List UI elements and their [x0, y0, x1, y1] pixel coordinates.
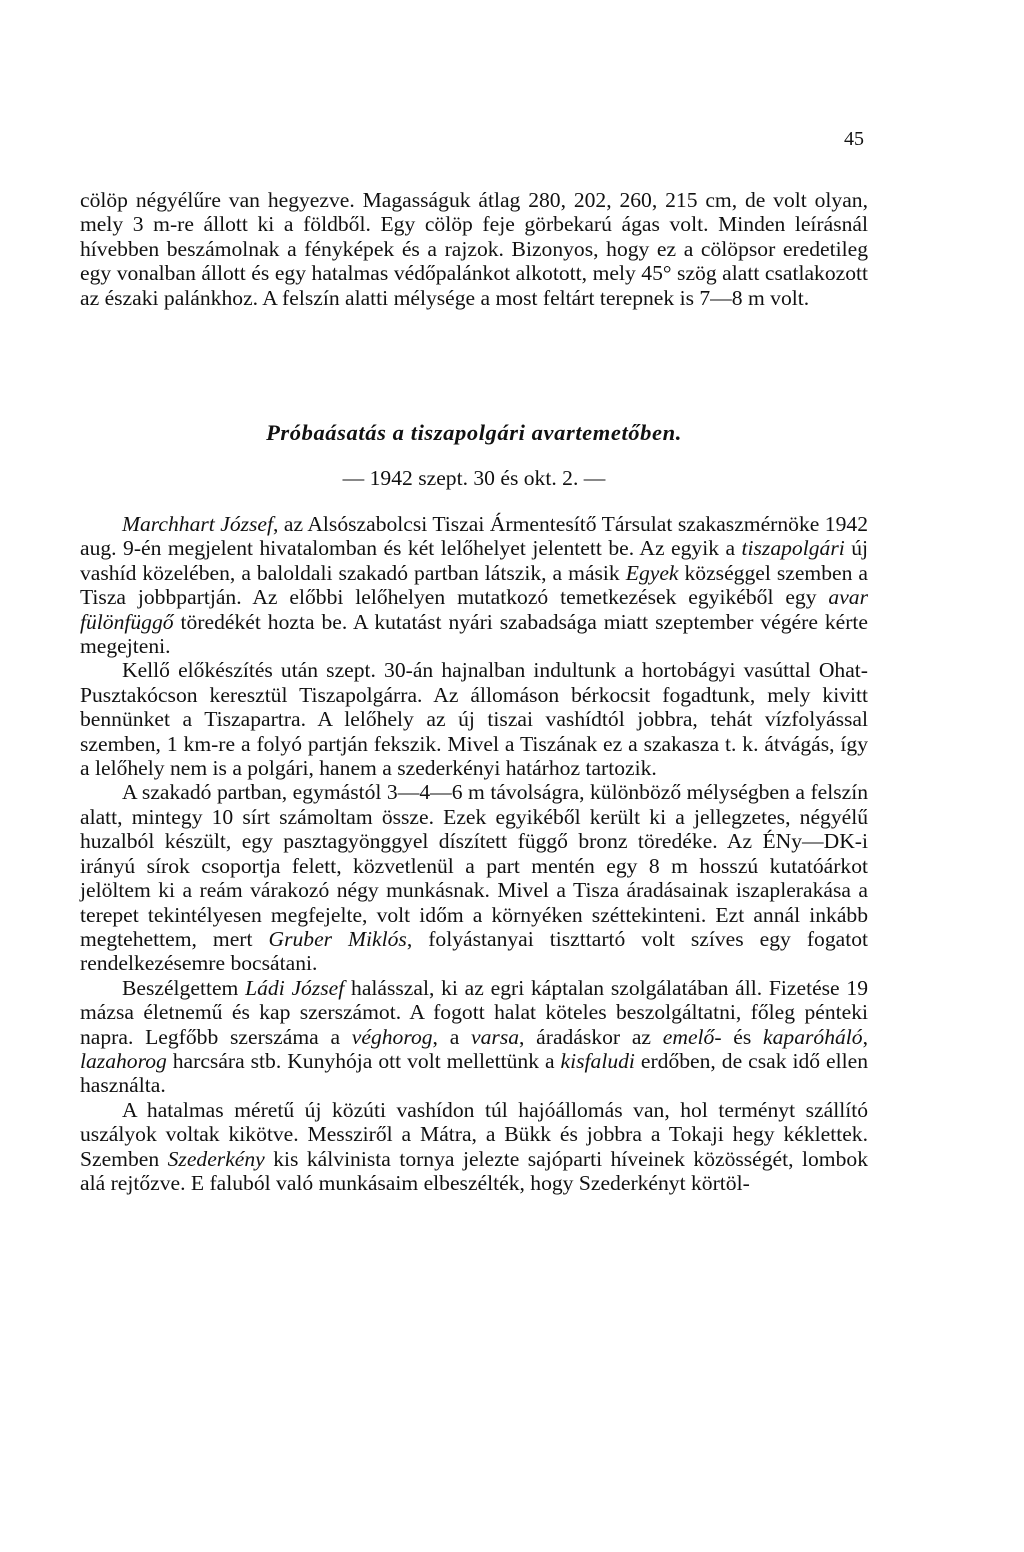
italic-name: avar fülönfüggő [80, 585, 868, 634]
paragraph-text: , [862, 1024, 868, 1049]
italic-name: véghorog [351, 1024, 433, 1049]
italic-name: Ládi József [245, 975, 345, 1000]
page-number: 45 [844, 128, 864, 150]
paragraph-text: A hatalmas méretű új közúti vashídon túl hajóállomás van, hol terményt szállító uszályok voltak kikötve. Messziről a Mátra, a Bükk és jobbra a Tokaji hegy kéklettek. Szemben [80, 1097, 868, 1171]
paragraph-text: kis kálvinista tornya jelezte sajóparti híveinek közösségét, lombok alá rejtőzve. E faluból való munkásaim elbeszélték, hogy Szederkényt körtöl- [80, 1146, 868, 1195]
section-title: Próbaásatás a tiszapolgári avartemetőben. [266, 420, 682, 445]
paragraph-text: , folyástanyai tiszttartó volt szíves egy fogatot rendelkezésemre bocsátani. [80, 926, 869, 976]
paragraph-text: , az Alsószabolcsi Tiszai Ármentesítő Társulat szakaszmérnöke 1942 aug. 9-én megjelent hivatalomban és két lelőhelyet jelentett be. Az egyik a [80, 512, 868, 561]
intro-text-block [80, 188, 868, 310]
paragraph-text: harcsára stb. Kunyhója ott volt mellettünk a [166, 1048, 561, 1073]
italic-name: Marchhart József [122, 512, 274, 536]
italic-name: Gruber Miklós [268, 926, 407, 951]
italic-name: varsa [471, 1024, 520, 1049]
italic-name: kisfaludi [560, 1048, 635, 1073]
paragraph-text: és [721, 1024, 764, 1049]
paragraph-text: töredékét hozta be. A kutatást nyári szabadsága miatt szeptember végére kérte megejteni. [80, 609, 868, 659]
paragraph-text: , áradáskor az [519, 1024, 663, 1049]
section-date: — 1942 szept. 30 és okt. 2. — [342, 466, 606, 490]
paragraph-text: Kellő előkészítés után szept. 30-án hajnalban indultunk a hortobágyi vasúttal Ohat-Pusztakócson keresztül Tiszapolgárra. Az állomáson bérkocsit fogadtunk, mely kivitt bennünket a Tiszapartra. A lelőhely az új tiszai vashídtól jobbra, tehát vízfolyással szemben, 1 km-re a folyó partján fekszik. Mivel a Tiszának ez a szakasza t. k. átvágás, így a lelőhely nem is a polgári, hanem a szederkényi határhoz tartozik. [80, 658, 868, 781]
body-text-block [80, 512, 868, 1195]
italic-name: emelő- [662, 1024, 722, 1049]
paragraph-text: halásszal, ki az egri káptalan szolgálatában áll. Fizetése 19 mázsa életnemű és kap szerszámot. A fogott halat köteles beszolgáltatni, főleg pénteki napra. Legfőbb szerszáma a [80, 975, 868, 1049]
italic-name: tiszapolgári [741, 536, 845, 561]
italic-name: Szederkény [167, 1146, 265, 1171]
paragraph-text: új vashíd közelében, a baloldali szakadó partban látszik, a másik [80, 536, 868, 585]
body-paragraph [80, 658, 868, 780]
italic-name: kaparóháló [763, 1024, 863, 1049]
body-paragraph [80, 780, 868, 975]
body-paragraph [80, 1098, 868, 1196]
italic-name: lazahorog [80, 1048, 167, 1073]
body-paragraph [80, 512, 868, 658]
paragraph-text: , a [432, 1024, 472, 1049]
paragraph-text: erdőben, de csak idő ellen használta. [80, 1048, 868, 1098]
paragraph-text: Beszélgettem [122, 975, 246, 1000]
intro-paragraph: cölöp négyélűre van hegyezve. Magasságuk átlag 280, 202, 260, 215 cm, de volt olyan, mely 3 m-re állott ki a földből. Egy cölöp feje görbekarú ágas volt. Minden leírásnál hívebben beszámolnak a fényképek és a rajzok. Bizonyos, hogy ez a cölöpsor eredetileg egy vonalban állott és egy hatalmas védőpalánkot alkotott, mely 45° szög alatt csatlakozott az északi palánkhoz. A felszín alatti mélysége a most feltárt terepnek is 7—8 m volt. [80, 188, 868, 310]
italic-name: Egyek [625, 560, 679, 585]
paragraph-text: A szakadó partban, egymástól 3—4—6 m távolságra, különböző mélységben a felszín alatt, mintegy 10 sírt számoltam össze. Ezek egyikéből került ki a jellegzetes, négyélű huzalból készült, egy pasztagyönggyel díszített függő bronz töredéke. Az ÉNy—DK-i irányú sírok csoportja felett, közvetlenül a part mentén egy 8 m hosszú kutatóárkot jelöltem ki a reám várakozó négy munkásnak. Mivel a Tisza áradásainak iszaplerakása a terepet tekintélyesen megfejelte, volt időm a környéken széttekinteni. Ezt annál inkább megtehettem, mert [80, 780, 868, 951]
body-paragraph [80, 976, 868, 1098]
paragraph-text: községgel szemben a Tisza jobbpartján. Az előbbi lelőhelyen mutatkozó temetkezések egyikéből egy [80, 560, 868, 610]
